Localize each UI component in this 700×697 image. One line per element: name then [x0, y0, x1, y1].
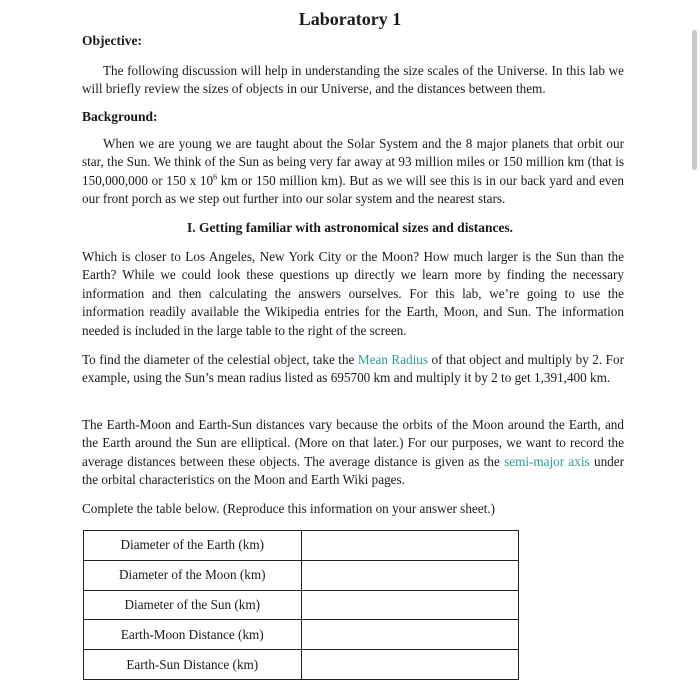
objective-heading: Objective:: [82, 33, 142, 48]
paragraph-3-before: The Earth-Moon and Earth-Sun distances vary because the orbits of the Moon around the Earth, and the Earth around the Sun are elliptical. (More on that later.) For our purposes, we want to record the average distances between these objects. The average distance is given as the: [82, 417, 624, 469]
page-title: Laboratory 1: [298, 9, 402, 29]
table-answer-cell[interactable]: [301, 590, 518, 620]
table-answer-cell[interactable]: [301, 560, 518, 590]
table-row: [84, 650, 519, 680]
background-text-part1: When we are young we are taught about the Solar System and the 8 major planets that orbit our star, the Sun. We think of the Sun as being very far away at 93 million miles or 150 million km (that is 150,000,000 or 150 x 10: [82, 136, 624, 188]
semi-major-axis-link[interactable]: semi-major axis: [504, 453, 590, 469]
table-row: [84, 560, 519, 590]
paragraph-2-before: To find the diameter of the celestial object, take the: [82, 352, 358, 367]
paragraph-3-after: under the orbital characteristics on the Moon and Earth Wiki pages.: [82, 453, 624, 488]
background-heading: Background:: [82, 109, 158, 124]
table-row: [84, 620, 519, 650]
background-text-part2: km or 150 million km). But as we will see this is in our back yard and even our front porch as we step out further into our solar system and the nearest stars.: [82, 172, 624, 207]
paragraph-2-after: of that object and multiply by 2. For example, using the Sun’s mean radius listed as 695700 km and multiply it by 2 to get 1,391,400 km.: [82, 352, 624, 386]
section-paragraph-3: [82, 416, 624, 490]
table-answer-cell[interactable]: [301, 531, 518, 561]
section-paragraph-1: Which is closer to Los Angeles, New York City or the Moon? How much larger is the Sun than the Earth? While we could look these questions up directly we learn more by finding the necessary information and then calculating the answers ourselves. For this lab, we’re going to use the information readily available the Wikipedia entries for the Earth, Moon, and Sun. The information needed is included in the large table to the right of the screen.: [82, 249, 624, 338]
section-paragraph-2: [82, 351, 624, 388]
section-title: I. Getting familiar with astronomical sizes and distances.: [186, 220, 514, 235]
vertical-scrollbar[interactable]: [692, 30, 697, 170]
table-label-cell: Diameter of the Sun (km): [84, 590, 302, 620]
objective-text: The following discussion will help in understanding the size scales of the Universe. In this lab we will briefly review the sizes of objects in our Universe, and the distances between them.: [82, 63, 624, 97]
table-label-cell: Earth-Moon Distance (km): [84, 620, 302, 650]
table-label-cell: Diameter of the Moon (km): [84, 560, 302, 590]
table-answer-cell[interactable]: [301, 620, 518, 650]
table-answer-cell[interactable]: [301, 650, 518, 680]
table-row: [84, 590, 519, 620]
table-label-cell: Earth-Sun Distance (km): [84, 650, 302, 680]
answer-table: [83, 530, 519, 680]
table-label-cell: Diameter of the Earth (km): [84, 531, 302, 561]
section-paragraph-4: Complete the table below. (Reproduce this information on your answer sheet.): [82, 501, 495, 516]
mean-radius-link[interactable]: Mean Radius: [357, 352, 429, 367]
table-row: [84, 531, 519, 561]
background-exponent: 6: [213, 172, 218, 182]
background-text: [82, 135, 624, 209]
